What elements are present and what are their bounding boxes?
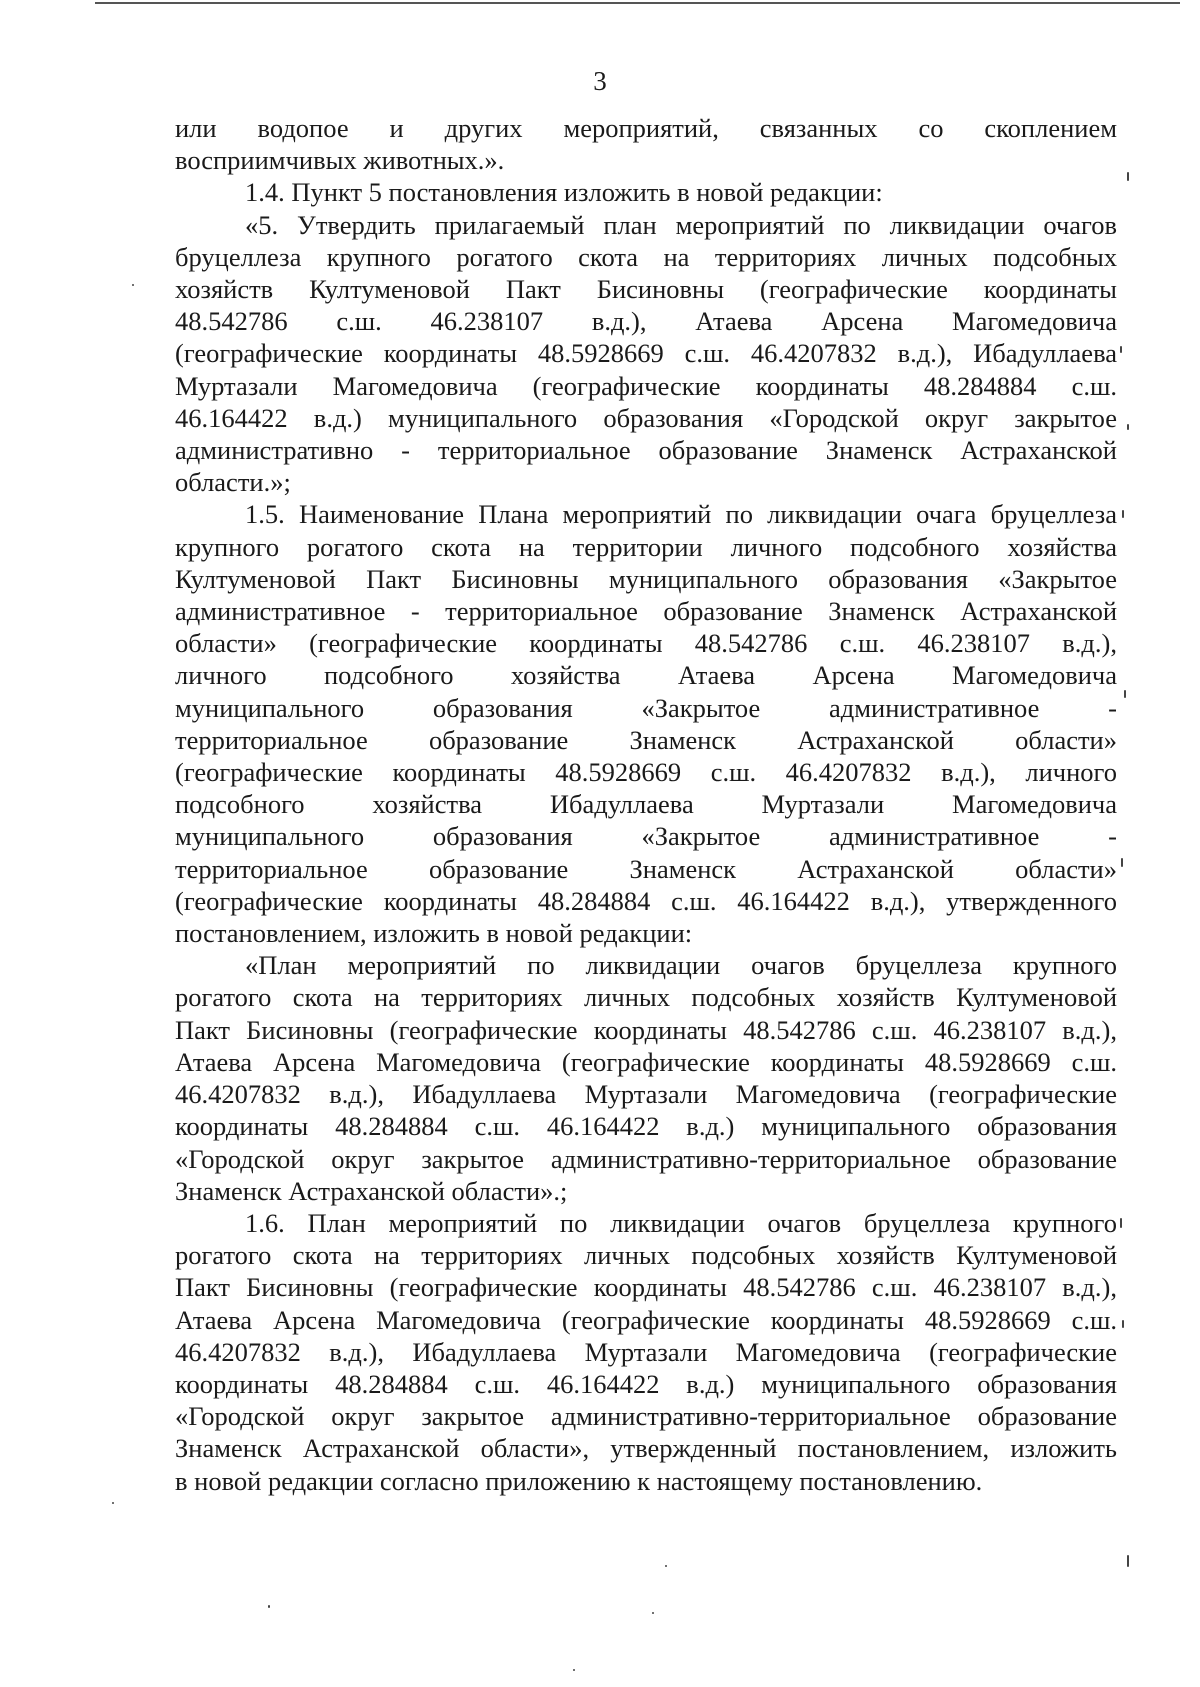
text-line: (географические координаты 48.5928669 с.ш. 46.4207832 в.д.), личного: [175, 757, 1117, 788]
text-line: Пакт Бисиновны (географические координаты 48.542786 с.ш. 46.238107 в.д.),: [175, 1014, 1117, 1045]
text-line: Атаева Арсена Магомедовича (географические координаты 48.5928669 с.ш.: [175, 1304, 1117, 1335]
text-line: области» (географические координаты 48.542786 с.ш. 46.238107 в.д.),: [175, 628, 1117, 659]
text-line: административно - территориальное образование Знаменск Астраханской: [175, 435, 1117, 466]
text-line: «Городской округ закрытое административно-территориальное образование: [175, 1401, 1117, 1432]
text-line: Знаменск Астраханской области».;: [175, 1175, 568, 1206]
text-line: «5. Утвердить прилагаемый план мероприятий по ликвидации очагов: [245, 209, 1117, 240]
text-line: подсобного хозяйства Ибадуллаева Муртазали Магомедовича: [175, 789, 1117, 820]
text-line: Атаева Арсена Магомедовича (географические координаты 48.5928669 с.ш.: [175, 1046, 1117, 1077]
text-line: 46.4207832 в.д.), Ибадуллаева Муртазали Магомедовича (географические: [175, 1336, 1117, 1367]
scan-speck: [132, 284, 134, 286]
scan-speck: [1121, 858, 1123, 867]
text-line: рогатого скота на территориях личных подсобных хозяйств Култуменовой: [175, 982, 1117, 1013]
text-line: крупного рогатого скота на территории личного подсобного хозяйства: [175, 531, 1117, 562]
scan-speck: [652, 1612, 654, 1614]
text-line: 46.4207832 в.д.), Ибадуллаева Муртазали Магомедовича (географические: [175, 1079, 1117, 1110]
top-border-line: [95, 2, 1180, 4]
scan-speck: [1127, 172, 1129, 181]
text-line: «План мероприятий по ликвидации очагов бруцеллеза крупного: [245, 950, 1117, 981]
text-line: Муртазали Магомедовича (географические координаты 48.284884 с.ш.: [175, 370, 1117, 401]
text-line: административное - территориальное образование Знаменск Астраханской: [175, 596, 1117, 627]
text-line: в новой редакции согласно приложению к настоящему постановлению.: [175, 1465, 983, 1496]
text-line: Знаменск Астраханской области», утвержденный постановлением, изложить: [175, 1433, 1117, 1464]
text-line: 1.5. Наименование Плана мероприятий по ликвидации очага бруцеллеза: [245, 499, 1117, 530]
text-line: Култуменовой Пакт Бисиновны муниципального образования «Закрытое: [175, 563, 1117, 594]
text-line: (географические координаты 48.5928669 с.ш. 46.4207832 в.д.), Ибадуллаева: [175, 338, 1117, 369]
scan-speck: [573, 1669, 575, 1671]
scan-speck: [1122, 1320, 1124, 1328]
text-line: хозяйств Култуменовой Пакт Бисиновны (географические координаты: [175, 274, 1117, 305]
text-line: 48.542786 с.ш. 46.238107 в.д.), Атаева Арсена Магомедовича: [175, 306, 1117, 337]
text-line: постановлением, изложить в новой редакции:: [175, 918, 693, 949]
text-line: территориальное образование Знаменск Астраханской области»: [175, 724, 1117, 755]
scan-speck: [1120, 346, 1122, 353]
text-line: муниципального образования «Закрытое административное -: [175, 692, 1117, 723]
text-line: муниципального образования «Закрытое административное -: [175, 821, 1117, 852]
text-line: 1.4. Пункт 5 постановления изложить в новой редакции:: [245, 177, 883, 208]
text-line: бруцеллеза крупного рогатого скота на территориях личных подсобных: [175, 241, 1117, 272]
scan-speck: [1127, 424, 1129, 430]
page-number: 3: [593, 66, 607, 96]
scan-speck: [112, 1502, 114, 1504]
scan-speck: [1124, 690, 1126, 698]
text-line: координаты 48.284884 с.ш. 46.164422 в.д.) муниципального образования: [175, 1368, 1117, 1399]
text-line: восприимчивых животных.».: [175, 145, 505, 176]
text-line: личного подсобного хозяйства Атаева Арсена Магомедовича: [175, 660, 1117, 691]
text-line: 1.6. План мероприятий по ликвидации очагов бруцеллеза крупного: [245, 1207, 1117, 1238]
scan-speck: [1127, 1555, 1129, 1567]
text-line: области.»;: [175, 467, 291, 498]
text-line: Пакт Бисиновны (географические координаты 48.542786 с.ш. 46.238107 в.д.),: [175, 1272, 1117, 1303]
text-line: или водопое и других мероприятий, связанных со скоплением: [175, 113, 1117, 143]
text-line: «Городской округ закрытое административно-территориальное образование: [175, 1143, 1117, 1174]
document-body: [175, 112, 1117, 1497]
scan-speck: [1122, 510, 1124, 518]
text-line: (географические координаты 48.284884 с.ш. 46.164422 в.д.), утвержденного: [175, 885, 1117, 916]
text-line: рогатого скота на территориях личных подсобных хозяйств Култуменовой: [175, 1240, 1117, 1271]
scan-speck: [268, 1605, 270, 1608]
text-line: 46.164422 в.д.) муниципального образования «Городской округ закрытое: [175, 402, 1117, 433]
text-line: координаты 48.284884 с.ш. 46.164422 в.д.) муниципального образования: [175, 1111, 1117, 1142]
text-line: территориальное образование Знаменск Астраханской области»: [175, 853, 1117, 884]
scan-speck: [665, 1565, 667, 1567]
scan-speck: [1120, 1218, 1122, 1228]
